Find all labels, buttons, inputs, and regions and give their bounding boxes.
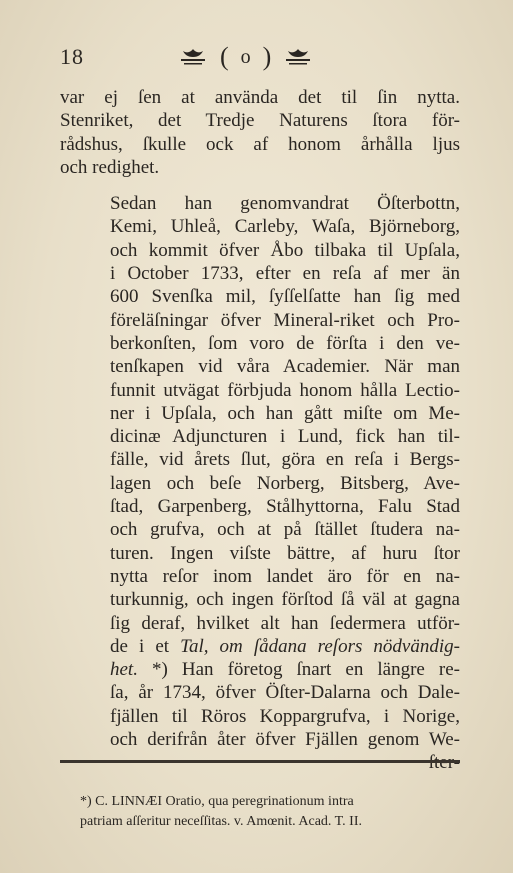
text-fragment: de i et bbox=[110, 635, 181, 657]
text-line-with-title bbox=[60, 635, 460, 658]
text-line: turen. Ingen viſste bättre, af huru ſtor bbox=[110, 542, 460, 564]
cited-title: Tal, om ſådana reſors nödvändig- bbox=[180, 635, 460, 657]
text-line: föreläſningar öfver Mineral-riket och Pro- bbox=[110, 309, 460, 331]
footnote-line: patriam aſſeritur neceſſitas. v. Amœnit. Acad. T. II. bbox=[80, 814, 362, 829]
text-line: ſig deraf, hvilket alt han ſedermera utför- bbox=[110, 612, 460, 634]
text-line: dicinæ Adjuncturen i Lund, fick han til- bbox=[110, 426, 460, 448]
page-header bbox=[0, 40, 513, 74]
text-line: och redighet. bbox=[60, 156, 160, 178]
text-line: var ej ſen at använda det til ſin nytta. bbox=[60, 87, 460, 108]
text-line: Kemi, Uhleå, Carleby, Waſa, Björneborg, bbox=[110, 216, 460, 238]
cited-title-end: het. bbox=[110, 659, 138, 681]
text-line: ner i Upſala, och han gått miſte om Me- bbox=[110, 402, 460, 424]
footnote-line: *) C. LINNÆI Oratio, qua peregrinationum intra bbox=[80, 794, 354, 809]
text-line: Sedan han genomvandrat Öſterbottn, bbox=[110, 193, 460, 215]
running-head-center: o bbox=[240, 45, 251, 68]
text-line: rådshus, ſkulle ock af honom århålla ljus bbox=[60, 133, 460, 155]
text-line: och kommit öfver Åbo tilbaka til Upſala, bbox=[110, 239, 460, 261]
text-line: tenſkapen vid våra Academier. När man bbox=[110, 356, 460, 378]
text-line: fälle, vid årets ſlut, göra en reſa i Bergs- bbox=[110, 449, 460, 471]
page-number: 18 bbox=[60, 44, 84, 69]
text-line: berkonſten, ſom voro de förſta i den ve- bbox=[110, 332, 460, 354]
text-line: funnit utvägat förbjuda honom hålla Lectio- bbox=[110, 379, 460, 401]
floral-ornament-icon bbox=[178, 47, 208, 67]
text-line: ſtad, Garpenberg, Stålhyttorna, Falu Stad bbox=[110, 496, 460, 518]
running-head bbox=[178, 42, 313, 72]
running-head-right-paren: ) bbox=[262, 42, 272, 71]
text-line: Stenriket, det Tredje Naturens ſtora för- bbox=[60, 110, 460, 132]
text-line: turkunnig, och ingen förſtod ſå väl at gagna bbox=[110, 589, 460, 611]
paragraph-2 bbox=[60, 192, 460, 774]
text-line: lagen och beſe Norberg, Bitsberg, Ave- bbox=[110, 472, 460, 494]
footnote-rule bbox=[60, 760, 460, 763]
text-fragment: *) Han företog ſnart en längre re- bbox=[137, 659, 460, 681]
text-line: och grufva, och at på ſtället ſtudera na- bbox=[110, 519, 460, 541]
running-head-left-paren: ( bbox=[220, 42, 229, 71]
footnote bbox=[80, 792, 460, 832]
text-line: och derifrån åter öfver Fjällen genom We- bbox=[110, 729, 460, 751]
text-line: fjällen til Röros Koppargrufva, i Norige, bbox=[110, 705, 460, 727]
text-line: i October 1733, efter en reſa af mer än bbox=[110, 263, 460, 285]
text-line: ſa, år 1734, öfver Öſter-Dalarna och Dale- bbox=[110, 682, 460, 704]
floral-ornament-icon bbox=[283, 47, 313, 67]
paragraph-1 bbox=[60, 86, 460, 179]
body-text bbox=[60, 86, 460, 775]
text-line: nytta reſor inom landet äro för en na- bbox=[110, 565, 460, 587]
text-line-with-title bbox=[60, 658, 460, 681]
text-line: 600 Svenſka mil, ſyſſelſatte han ſig med bbox=[110, 286, 460, 308]
